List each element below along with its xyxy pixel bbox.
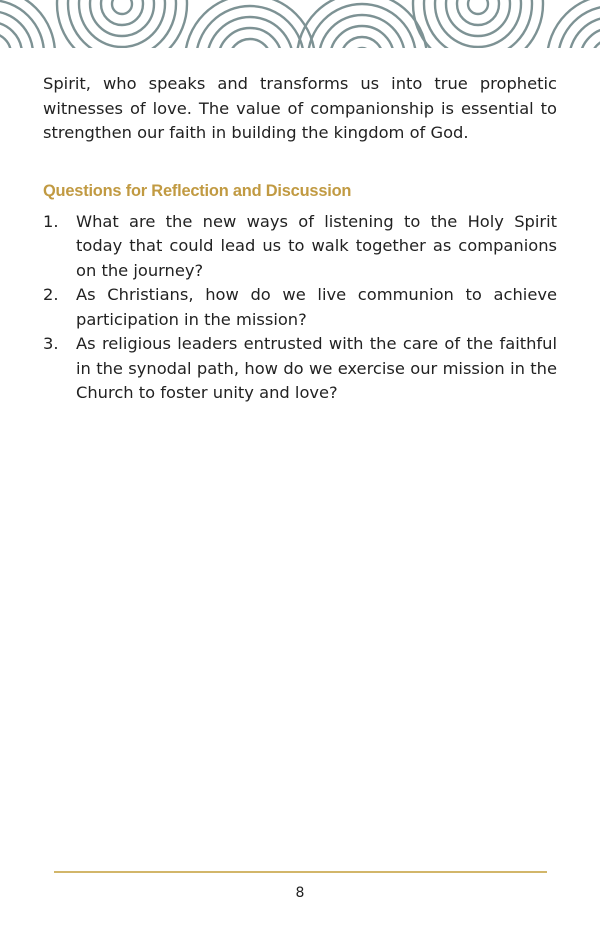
pattern-arc xyxy=(90,0,154,36)
pattern-arc xyxy=(185,0,315,48)
pattern-arc xyxy=(0,33,11,48)
pattern-arc xyxy=(0,0,55,48)
pattern-arc xyxy=(341,37,383,48)
question-text: What are the new ways of listening to the Holy Spirit today that could lead us to walk together as companions on the journey? xyxy=(76,211,557,280)
page-number: 8 xyxy=(295,885,305,901)
question-item xyxy=(43,210,557,284)
question-number: 2. xyxy=(43,285,59,304)
pattern-arc xyxy=(468,0,488,14)
pattern-arc xyxy=(297,0,427,48)
header-decorative-pattern xyxy=(0,0,600,48)
question-number: 1. xyxy=(43,211,59,231)
pattern-arc xyxy=(558,6,600,48)
body-paragraph: Spirit, who speaks and transforms us into true prophetic witnesses of love. The value of companionship is essential to strengthen our faith in building the kingdom of God. xyxy=(43,74,557,142)
pattern-arc xyxy=(457,0,499,25)
pattern-arc xyxy=(101,0,143,25)
pattern-arc xyxy=(591,39,600,48)
question-text: As Christians, how do we live communion to achieve participation in the mission? xyxy=(76,285,557,329)
question-text: As religious leaders entrusted with the care of the faithful in the synodal path, how do we exercise our mission in the Church to foster unity and love? xyxy=(76,334,557,402)
pattern-arc xyxy=(229,39,271,48)
pattern-arc xyxy=(112,0,132,14)
pattern-arc xyxy=(319,15,405,48)
concentric-arcs-icon xyxy=(0,0,600,48)
page-content xyxy=(43,72,557,406)
question-item xyxy=(43,332,557,406)
pattern-arc xyxy=(446,0,510,36)
pattern-arc xyxy=(0,22,22,48)
question-item xyxy=(43,283,557,332)
pattern-arc xyxy=(79,0,165,47)
section-heading: Questions for Reflection and Discussion xyxy=(43,181,352,200)
footer-divider xyxy=(54,871,547,873)
question-number: 3. xyxy=(43,334,59,353)
pattern-arc xyxy=(207,17,293,48)
question-list xyxy=(43,210,557,406)
pattern-arc xyxy=(435,0,521,47)
